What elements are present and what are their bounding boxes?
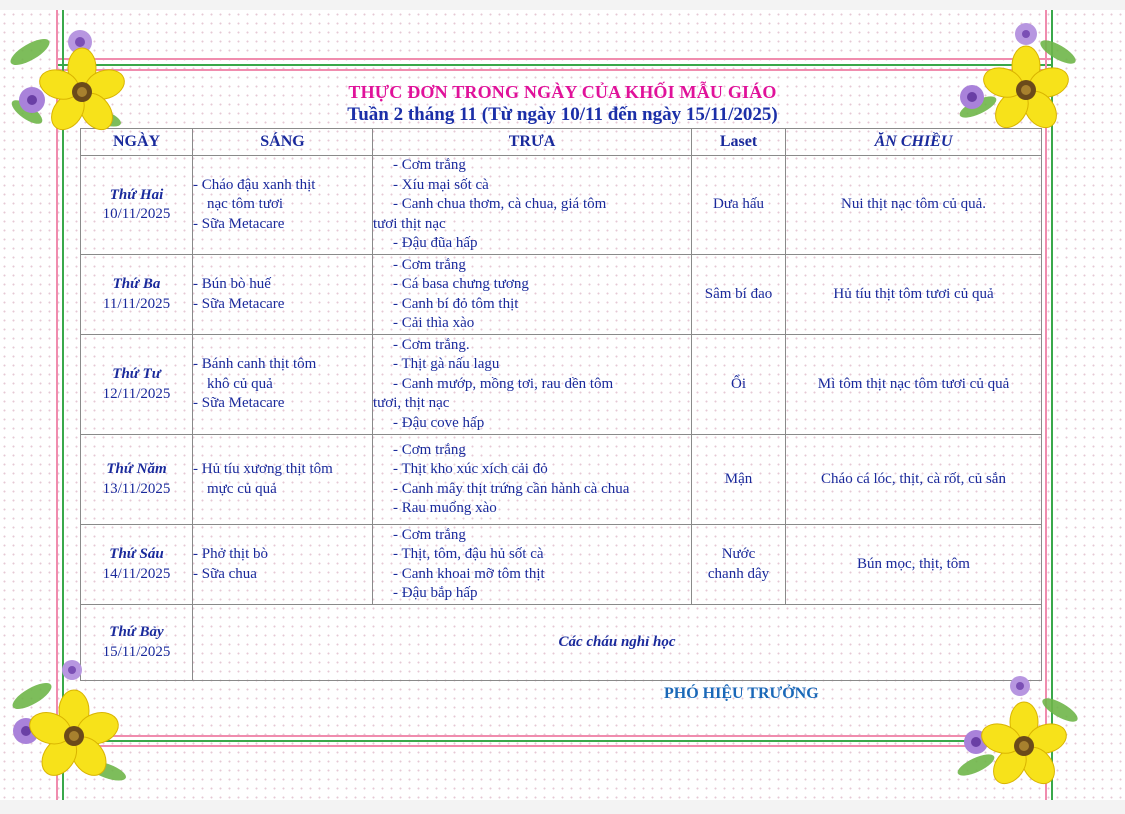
lunch-item: - Cơm trắng (393, 441, 466, 458)
lunch-item: - Canh khoai mỡ tôm thịt (393, 565, 545, 582)
day-date: 10/11/2025 (102, 206, 171, 222)
snack-item: chanh dây (707, 565, 770, 582)
day-name: Thứ Sáu (109, 546, 164, 562)
lunch-item: - Cơm trắng. (393, 336, 470, 353)
snack-cell (692, 156, 786, 255)
header-ngay: NGÀY (81, 129, 193, 156)
table-row (81, 335, 1042, 435)
snack-item: Ổi (731, 375, 746, 392)
lunch-item: - Đậu đũa hấp (393, 235, 478, 252)
afternoon-cell: Nui thịt nạc tôm củ quả. (786, 156, 1042, 255)
breakfast-item: - Phở thịt bò (193, 546, 269, 562)
signer-title: PHÓ HIỆU TRƯỞNG (664, 685, 819, 702)
breakfast-item: - Sữa Metacare (193, 215, 285, 232)
table-row (81, 255, 1042, 335)
day-name: Thứ Hai (109, 186, 164, 203)
lunch-item: tươi thịt nạc (373, 215, 446, 232)
breakfast-item: - Sữa chua (193, 565, 257, 582)
lunch-item: - Canh mây thịt trứng cần hành cà chua (393, 480, 630, 497)
header-trua: TRƯA (373, 129, 692, 156)
page-title: THỰC ĐƠN TRONG NGÀY CỦA KHỐI MẪU GIÁO (348, 82, 777, 102)
table-row (81, 525, 1042, 605)
snack-item: Sâm bí đao (704, 285, 773, 302)
lunch-item: tươi, thịt nạc (373, 395, 450, 412)
breakfast-cell (193, 255, 373, 335)
lunch-item: - Rau muống xào (393, 500, 497, 516)
day-name: Thứ Bảy (109, 624, 164, 640)
table-row (81, 156, 1042, 255)
lunch-item: - Xíu mại sốt cà (393, 176, 489, 193)
frame-border (56, 740, 1051, 742)
lunch-cell (373, 335, 692, 435)
breakfast-item: - Sữa Metacare (193, 295, 285, 312)
breakfast-item: khô củ quả (207, 375, 273, 392)
snack-cell (692, 525, 786, 605)
day-name: Thứ Năm (106, 461, 167, 477)
lunch-item: - Đậu bắp hấp (393, 585, 478, 601)
lunch-item: - Cơm trắng (393, 256, 466, 273)
flower-bottom-left-icon (2, 656, 142, 796)
breakfast-item: - Bánh canh thịt tôm (193, 356, 317, 373)
snack-item: Nước (721, 546, 756, 562)
page-subtitle: Tuần 2 tháng 11 (Từ ngày 10/11 đến ngày 15/11/2025) (347, 104, 778, 125)
lunch-item: - Canh mướp, mồng tơi, rau dền tôm (393, 375, 614, 392)
lunch-item: - Thịt kho xúc xích cải đỏ (393, 461, 548, 477)
flower-top-right-icon (948, 12, 1088, 142)
header-sang: SÁNG (193, 129, 373, 156)
day-cell (81, 255, 193, 335)
day-cell (81, 525, 193, 605)
day-name: Thứ Tư (112, 366, 161, 382)
lunch-item: - Đậu cove hấp (393, 414, 485, 431)
holiday-note: Các cháu nghỉ học (193, 605, 1042, 681)
day-cell (81, 335, 193, 435)
breakfast-cell (193, 335, 373, 435)
header-row (81, 129, 1042, 156)
afternoon-cell: Hủ tíu thịt tôm tươi củ quả (786, 255, 1042, 335)
lunch-cell (373, 156, 692, 255)
frame-border (56, 735, 1051, 737)
lunch-item: - Canh chua thơm, cà chua, giá tôm (393, 196, 607, 213)
lunch-item: - Cải thìa xào (393, 315, 475, 331)
lunch-item: - Thịt gà nấu lagu (393, 356, 500, 373)
lunch-cell (373, 525, 692, 605)
breakfast-item: - Sữa Metacare (193, 395, 285, 412)
breakfast-item: - Cháo đậu xanh thịt (193, 176, 316, 193)
day-cell (81, 156, 193, 255)
lunch-item: - Cá basa chưng tương (393, 276, 529, 292)
afternoon-cell: Bún mọc, thịt, tôm (786, 525, 1042, 605)
day-date: 15/11/2025 (102, 643, 171, 660)
snack-item: Mận (724, 470, 753, 487)
snack-cell (692, 435, 786, 525)
table-row (81, 435, 1042, 525)
menu-table (80, 128, 1042, 681)
lunch-cell (373, 255, 692, 335)
frame-border (56, 64, 1051, 66)
day-name: Thứ Ba (112, 276, 161, 292)
breakfast-item: nạc tôm tươi (207, 196, 284, 213)
day-cell (81, 435, 193, 525)
frame-border (56, 745, 1051, 747)
day-date: 13/11/2025 (102, 480, 171, 497)
afternoon-cell: Mì tôm thịt nạc tôm tươi củ quả (786, 335, 1042, 435)
flower-top-left-icon (2, 12, 142, 142)
header-laset: Laset (692, 129, 786, 156)
snack-cell (692, 255, 786, 335)
lunch-item: - Canh bí đỏ tôm thịt (393, 295, 519, 312)
day-date: 12/11/2025 (102, 385, 171, 402)
table-row (81, 605, 1042, 681)
day-date: 14/11/2025 (102, 565, 171, 582)
breakfast-cell (193, 156, 373, 255)
frame-border (56, 69, 1051, 71)
day-date: 11/11/2025 (102, 295, 171, 312)
lunch-item: - Thịt, tôm, đậu hủ sốt cà (393, 546, 544, 562)
breakfast-item: - Bún bò huế (193, 276, 271, 292)
snack-item: Dưa hấu (712, 196, 765, 213)
frame-border (56, 58, 1051, 60)
breakfast-cell (193, 435, 373, 525)
afternoon-cell: Cháo cá lóc, thịt, cà rốt, củ sắn (786, 435, 1042, 525)
lunch-item: - Cơm trắng (393, 526, 466, 543)
flower-bottom-right-icon (948, 670, 1088, 800)
lunch-item: - Cơm trắng (393, 157, 466, 174)
header-an-chieu: ĂN CHIỀU (786, 129, 1042, 156)
breakfast-item: mực củ quả (207, 480, 277, 497)
snack-cell (692, 335, 786, 435)
lunch-cell (373, 435, 692, 525)
breakfast-cell (193, 525, 373, 605)
breakfast-item: - Hủ tíu xương thịt tôm (193, 461, 333, 477)
